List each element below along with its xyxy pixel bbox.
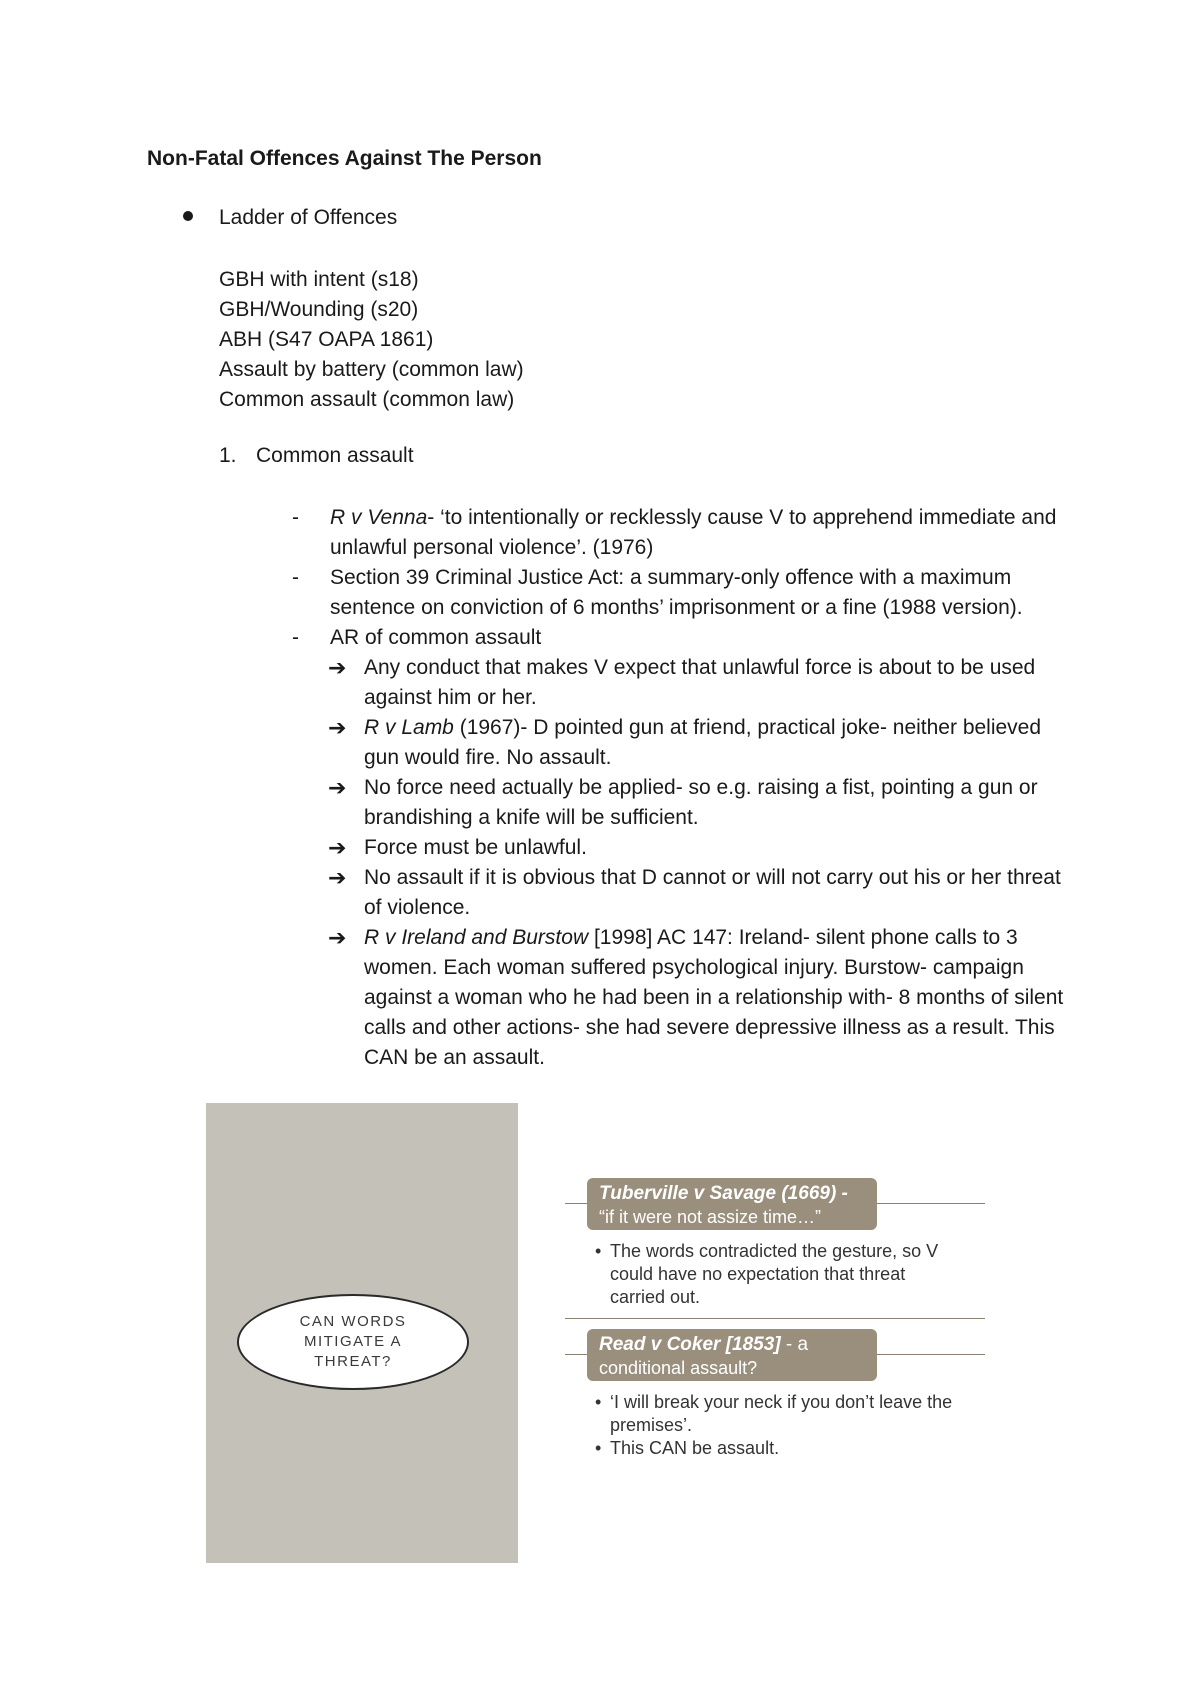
arrow-icon: ➔ [328, 835, 347, 860]
bullet-dot [183, 211, 193, 221]
dash-marker: - [292, 626, 299, 649]
ladder-item: Assault by battery (common law) [219, 358, 524, 381]
ladder-item: GBH with intent (s18) [219, 268, 419, 291]
arrow-text: No force need actually be applied- so e.g. raising a fist, pointing a gun or brandishing a knife will be sufficient. [364, 776, 1038, 829]
ladder-item: ABH (S47 OAPA 1861) [219, 328, 434, 351]
case-title-read-coker-name: Read v Coker [1853] [599, 1334, 781, 1355]
case-title-tuberville: Tuberville v Savage (1669) - [599, 1183, 848, 1204]
case-name-ireland-burstow: R v Ireland and Burstow [364, 926, 589, 949]
section-label: Common assault [256, 444, 414, 467]
arrow-item [328, 653, 1072, 713]
case-title-suffix: - a [780, 1334, 809, 1355]
arrow-icon: ➔ [328, 925, 347, 950]
case-name-venna: R v Venna [330, 506, 428, 529]
venna-text: - ‘to intentionally or recklessly cause V to apprehend immediate and unlawful personal violence’. (1976) [330, 506, 1057, 559]
list-item-section-39 [292, 563, 1072, 623]
case-subtitle-read-coker: conditional assault? [599, 1358, 758, 1378]
section-number: 1. [219, 444, 237, 467]
arrow-icon: ➔ [328, 655, 347, 680]
arrow-text: No assault if it is obvious that D cannot or will not carry out his or her threat of violence. [364, 866, 1061, 919]
ladder-list [219, 265, 524, 415]
case-name-lamb: R v Lamb [364, 716, 454, 739]
arrow-icon: ➔ [328, 775, 347, 800]
arrow-icon: ➔ [328, 715, 347, 740]
arrow-item [328, 833, 1072, 863]
case-point: • ‘I will break your neck if you don’t leave the premises’. [595, 1391, 955, 1437]
case-title-read-coker [599, 1333, 865, 1357]
arrow-item [328, 773, 1072, 833]
arrow-item [328, 863, 1072, 923]
case-subtitle-tuberville: “if it were not assize time…” [599, 1207, 822, 1227]
common-assault-list [292, 503, 1072, 1073]
arrow-list [292, 653, 1072, 1073]
arrow-text: (1967)- D pointed gun at friend, practical joke- neither believed gun would fire. No assault. [364, 716, 1042, 769]
case-box-read-coker [587, 1329, 877, 1381]
case-point: • The words contradicted the gesture, so V could have no expectation that threat carried out. [595, 1240, 955, 1309]
arrow-text: Force must be unlawful. [364, 836, 587, 859]
ladder-item: GBH/Wounding (s20) [219, 298, 419, 321]
dash-marker: - [292, 506, 299, 529]
ladder-item: Common assault (common law) [219, 388, 515, 411]
arrow-item [328, 713, 1072, 773]
divider-line [565, 1318, 985, 1319]
case-body-read-coker [595, 1391, 955, 1460]
page-title: Non-Fatal Offences Against The Person [147, 147, 542, 170]
arrow-text: [1998] AC 147: Ireland- silent phone calls to 3 women. Each woman suffered psychological injury. Burstow- campaign against a woman who he had been in a relationship with- 8 months of silent calls and other actions- she had severe depressive illness as a result. This CAN be an assault. [364, 926, 1064, 1069]
arrow-icon: ➔ [328, 865, 347, 890]
case-body-tuberville [595, 1240, 955, 1309]
dash-marker: - [292, 566, 299, 589]
arrow-item [328, 923, 1072, 1073]
case-point: • This CAN be assault. [595, 1437, 955, 1460]
section-heading-common-assault [219, 444, 414, 468]
diagram-center-ellipse [237, 1294, 469, 1390]
ar-text: AR of common assault [330, 626, 542, 649]
section-39-text: Section 39 Criminal Justice Act: a summary-only offence with a maximum sentence on conviction of 6 months’ imprisonment or a fine (1988 version). [330, 566, 1023, 619]
arrow-text: Any conduct that makes V expect that unlawful force is about to be used against him or her. [364, 656, 1036, 709]
list-item-ar [292, 623, 1072, 653]
center-label: CAN WORDS MITIGATE A THREAT? [299, 1313, 407, 1370]
bullet-ladder-of-offences: Ladder of Offences [219, 206, 398, 229]
list-item-venna [292, 503, 1072, 563]
case-box-tuberville [587, 1178, 877, 1230]
